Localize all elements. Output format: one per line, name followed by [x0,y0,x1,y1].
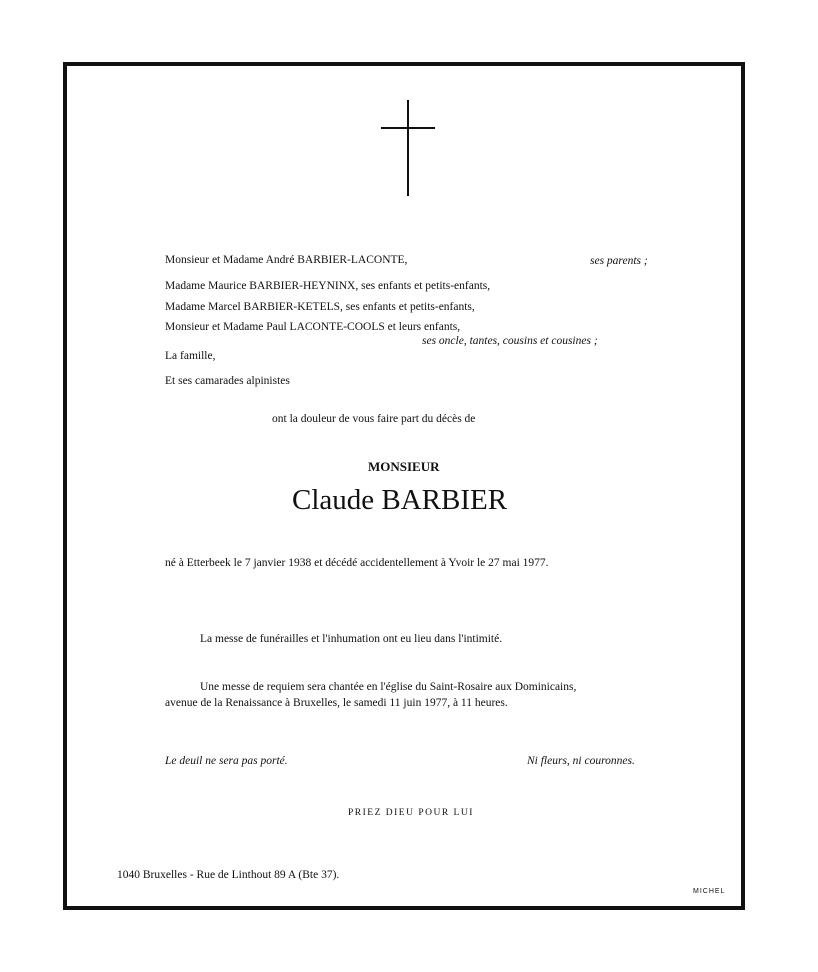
family-line-6: Et ses camarades alpinistes [165,375,290,387]
family-line-4-role: ses oncle, tantes, cousins et cousines ; [422,335,598,347]
parents-line: Monsieur et Madame André BARBIER-LACONTE, [165,254,408,266]
funeral-line: La messe de funérailles et l'inhumation ont eu lieu dans l'intimité. [200,633,503,645]
requiem-line-2: avenue de la Renaissance à Bruxelles, le samedi 11 juin 1977, à 11 heures. [165,697,508,709]
prayer-line: PRIEZ DIEU POUR LUI [348,808,474,818]
deceased-name: Claude BARBIER [292,484,508,516]
family-line-4: Monsieur et Madame Paul LACONTE-COOLS et leurs enfants, [165,321,461,333]
parents-role: ses parents ; [590,255,648,267]
note-right: Ni fleurs, ni couronnes. [527,755,635,767]
cross-icon [378,100,438,196]
note-left: Le deuil ne sera pas porté. [165,755,288,767]
announcement: ont la douleur de vous faire part du décès de [272,413,476,425]
requiem-line-1: Une messe de requiem sera chantée en l'église du Saint-Rosaire aux Dominicains, [200,681,577,693]
honorific: MONSIEUR [368,459,440,474]
family-line-3: Madame Marcel BARBIER-KETELS, ses enfants et petits-enfants, [165,301,475,313]
birth-death-line: né à Etterbeek le 7 janvier 1938 et décédé accidentellement à Yvoir le 27 mai 1977. [165,557,549,569]
family-line-2: Madame Maurice BARBIER-HEYNINX, ses enfants et petits-enfants, [165,280,491,292]
family-line-5: La famille, [165,350,216,362]
address-line: 1040 Bruxelles - Rue de Linthout 89 A (Bte 37). [117,869,340,881]
printer-mark: MICHEL [693,888,726,895]
